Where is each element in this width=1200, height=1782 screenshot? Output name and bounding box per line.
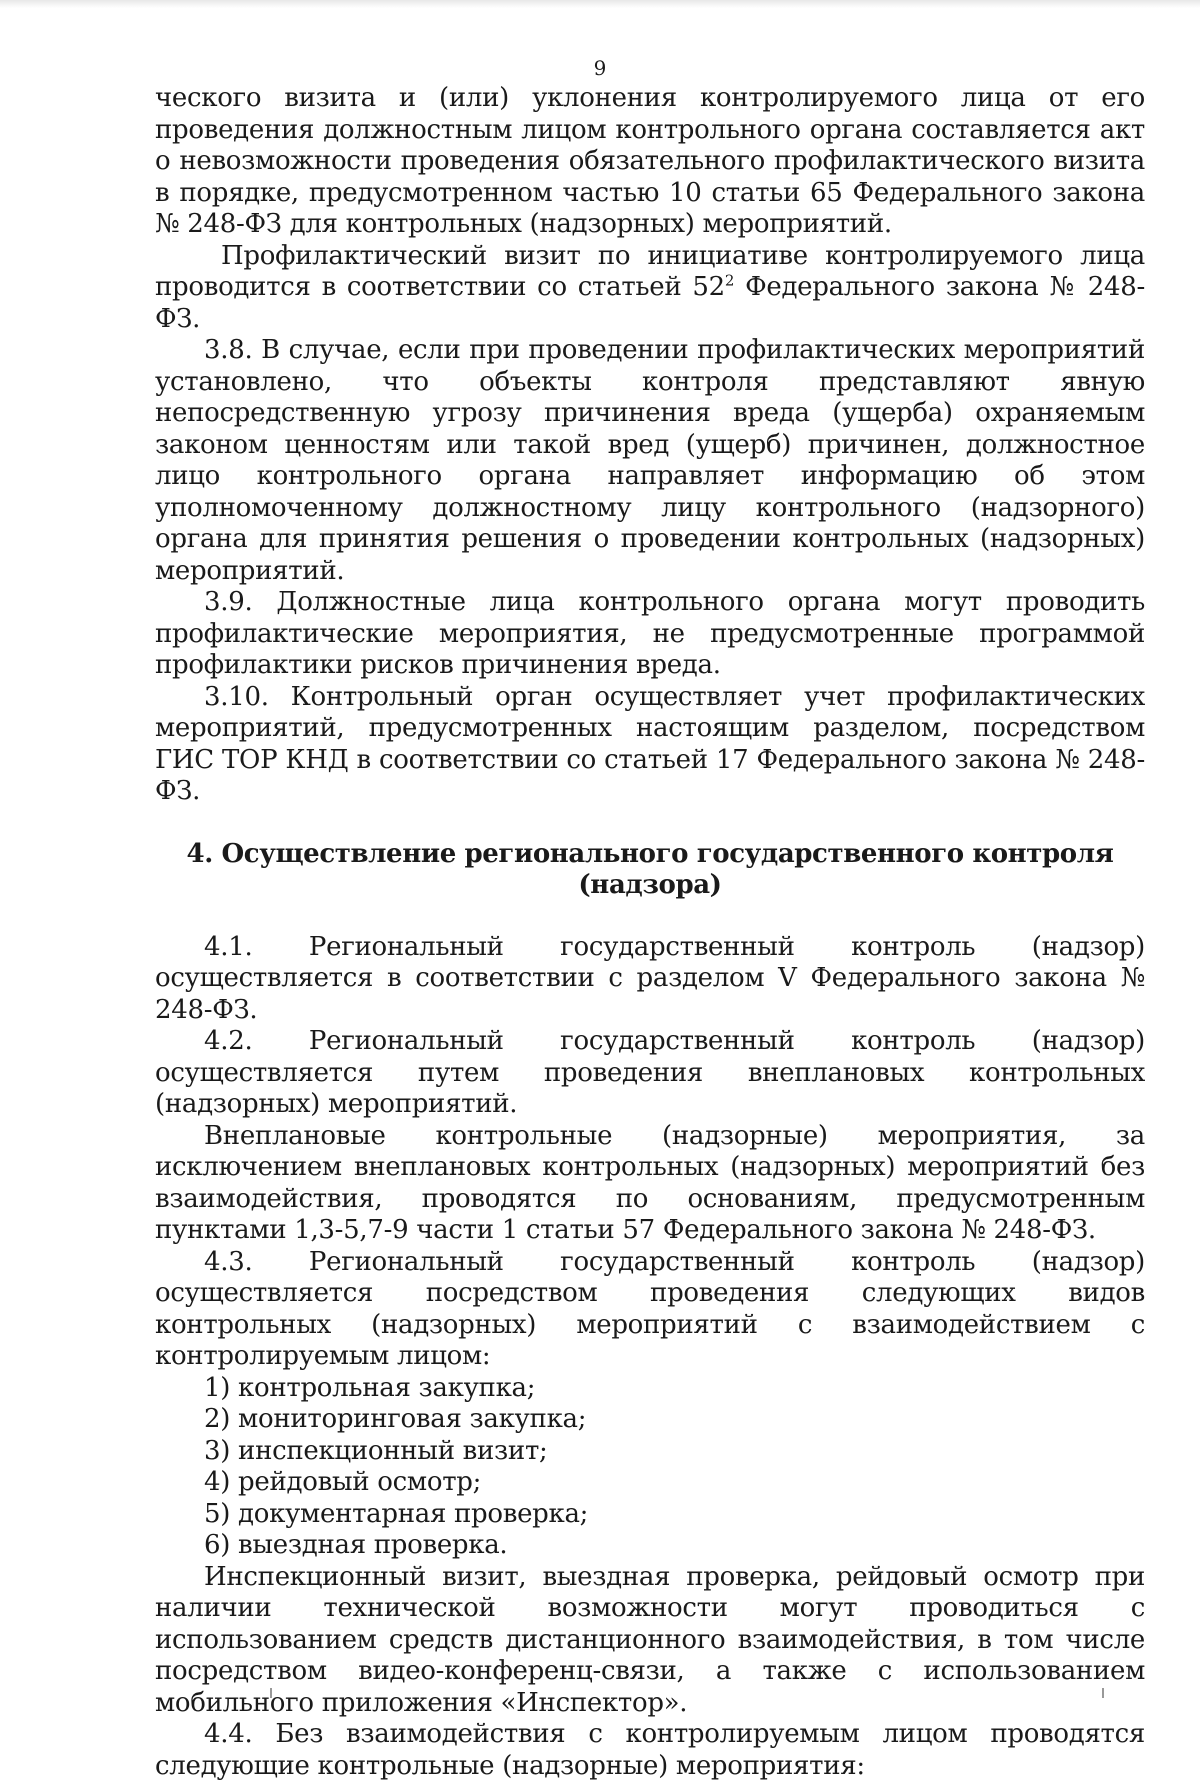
superscript: 2 [724, 271, 735, 290]
paragraph-4-2-extra: Внеплановые контрольные (надзорные) мероприятия, за исключением внеплановых контрольных (надзорных) мероприятий без взаимодействия, проводятся по основаниям, предусмотренным пунктами 1,3-5,7-9 части 1 статьи 57 Федерального закона № 248-ФЗ. [155, 1120, 1145, 1245]
list-item: 6) выездная проверка. [204, 1530, 508, 1560]
paragraph-4-2: 4.2. Региональный государственный контроль (надзор) осуществляется путем проведения внеплановых контрольных (надзорных) мероприятий. [155, 1026, 1145, 1119]
scan-edge [0, 0, 1200, 8]
list-item: 4) рейдовый осмотр; [204, 1467, 482, 1497]
paragraph-4-1: 4.1. Региональный государственный контроль (надзор) осуществляется в соответствии с разделом V Федерального закона № 248-ФЗ. [155, 931, 1145, 1025]
list-item: 1) контрольная закупка; [204, 1372, 536, 1403]
paragraph-4-4: 4.4. Без взаимодействия с контролируемым лицом проводятся следующие контрольные (надзорные) мероприятия: [155, 1719, 1145, 1781]
paragraph-visit-initiative: Профилактический визит по инициативе контролируемого лица проводится в соответствии со статьей $52^2$ Федерального закона № 248-ФЗ. [155, 240, 1145, 334]
list-item: 2) мониторинговая закупка; [204, 1404, 587, 1434]
paragraph-continuation: ческого визита и (или) уклонения контролируемого лица от его проведения должностным лицом контрольного органа составляется акт о невозможности проведения обязательного профилактического визита в порядке, предусмотренном частью 10 статьи 65 Федерального закона № 248-ФЗ для контрольных (надзорных) мероприятий. [155, 83, 1145, 239]
list-item: 3) инспекционный визит; [204, 1435, 548, 1466]
list-item: 5) документарная проверка; [204, 1498, 589, 1529]
paragraph-3-8: 3.8. В случае, если при проведении профилактических мероприятий установлено, что объекты контроля представляют явную непосредственную угрозу причинения вреда (ущерба) охраняемым законом ценностям или такой вред (ущерб) причинен, должностное лицо контрольного органа направляет информацию об этом уполномоченному должностному лицу контрольного (надзорного) органа для принятия решения о проведении контрольных (надзорных) мероприятий. [155, 335, 1145, 586]
paragraph-4-3-extra: Инспекционный визит, выездная проверка, рейдовый осмотр при наличии технической возможности могут проводиться с использованием средств дистанционного взаимодействия, в том числе посредством видео-конференц-связи, а также с использованием мобильного приложения «Инспектор». [155, 1561, 1145, 1718]
paragraph-4-3: 4.3. Региональный государственный контроль (надзор) осуществляется посредством проведения следующих видов контрольных (надзорных) мероприятий с взаимодействием с контролируемым лицом: [155, 1246, 1145, 1371]
section-4-heading: 4. Осуществление регионального государственного контроля (надзора) [186, 838, 1114, 900]
paragraph-3-9: 3.9. Должностные лица контрольного органа могут проводить профилактические мероприятия, не предусмотренные программой профилактики рисков причинения вреда. [155, 587, 1145, 680]
page-number: 9 [593, 56, 607, 80]
paragraph-3-10: 3.10. Контрольный орган осуществляет учет профилактических мероприятий, предусмотренных настоящим разделом, посредством ГИС ТОР КНД в соответствии со статьей 17 Федерального закона № 248-ФЗ. [155, 681, 1145, 806]
document-body [155, 83, 1145, 1782]
